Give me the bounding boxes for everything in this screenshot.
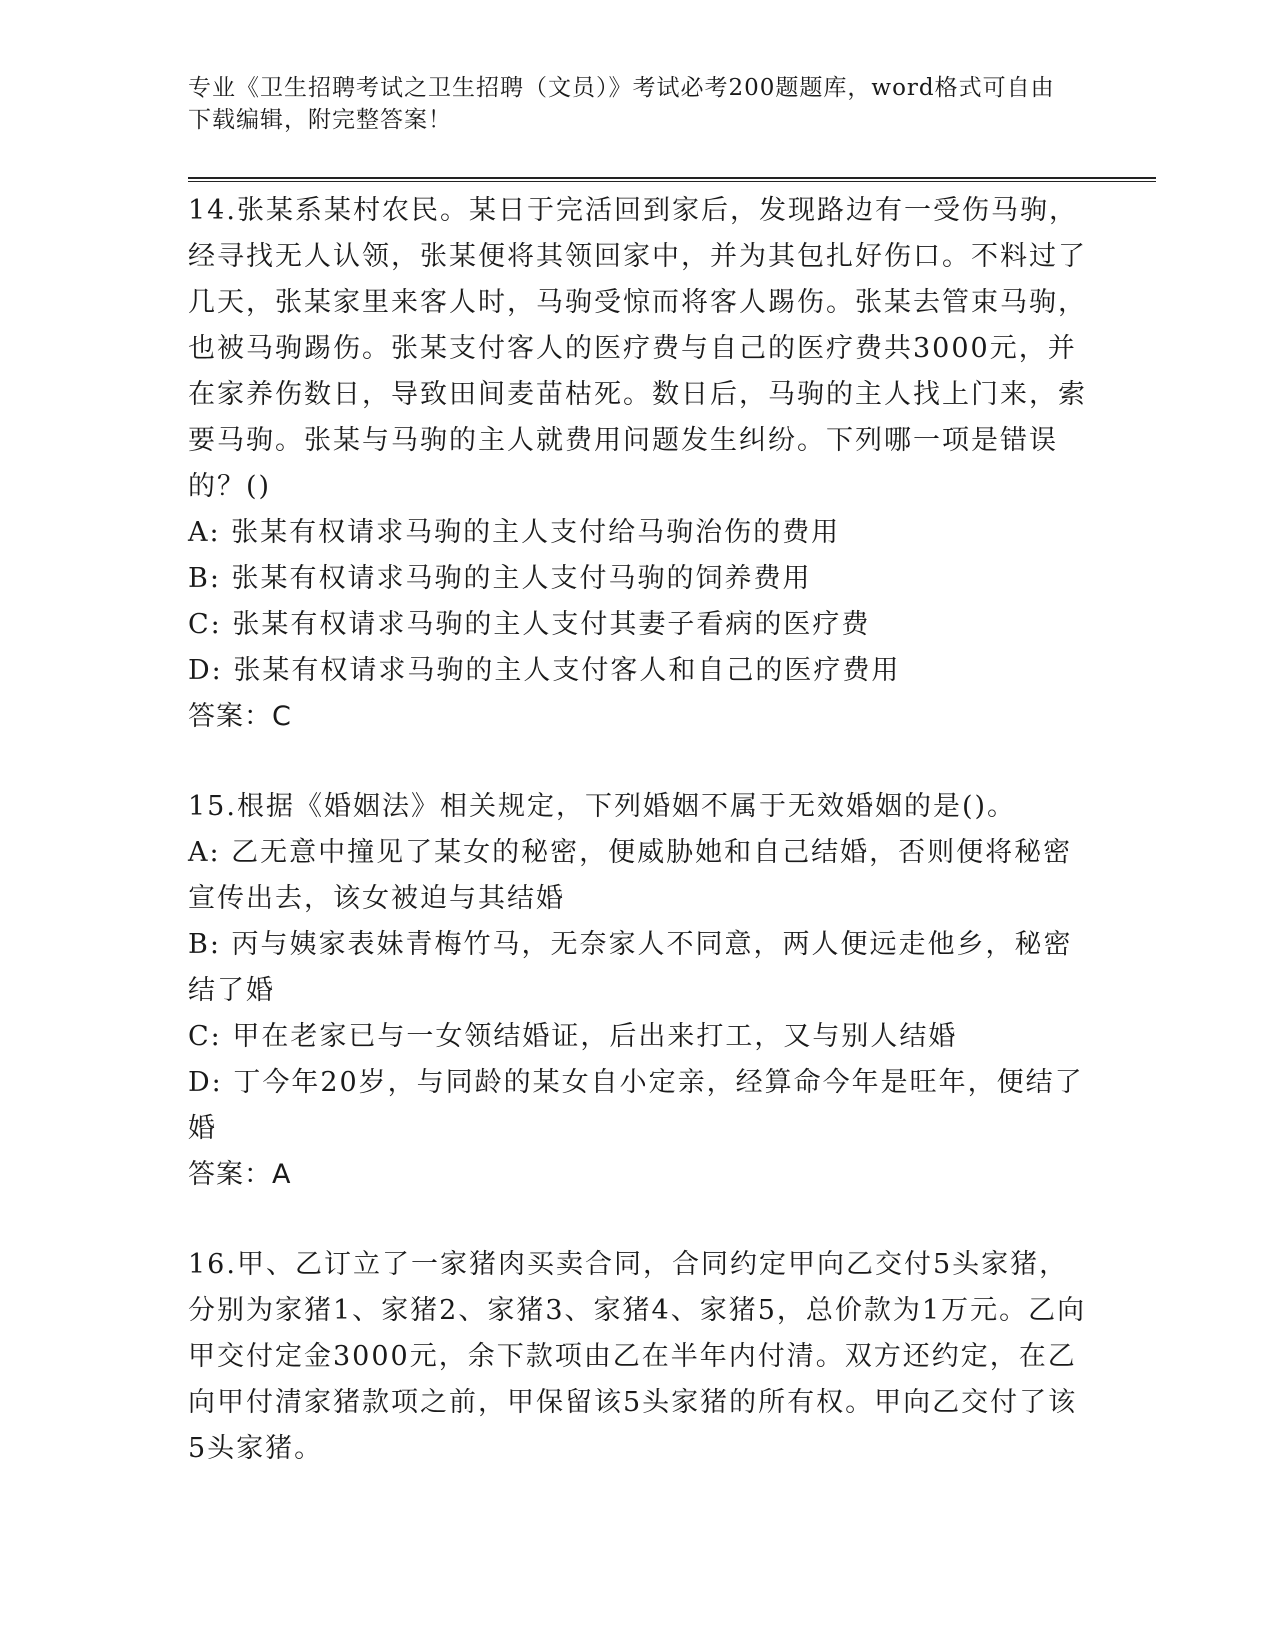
question-text: 15.根据《婚姻法》相关规定，下列婚姻不属于无效婚姻的是()。 (188, 791, 1017, 822)
document-header: 专业《卫生招聘考试之卫生招聘（文员）》考试必考200题题库，word格式可自由下载编辑，附完整答案！ (188, 75, 1055, 133)
question-text: 14.张某系某村农民。某日于完活回到家后，发现路边有一受伤马驹，经寻找无人认领，张某便将其领回家中，并为其包扎好伤口。不料过了几天，张某家里来客人时，马驹受惊而将客人踢伤。张某去管束马驹，也被马驹踢伤。张某支付客人的医疗费与自己的医疗费共3000元，并在家养伤数日，导致田间麦苗枯死。数日后，马驹的主人找上门来，索要马驹。张某与马驹的主人就费用问题发生纠纷。下列哪一项是错误的？() (188, 195, 1087, 502)
option-b: B: 丙与姨家表妹青梅竹马，无奈家人不同意，两人便远走他乡，秘密结了婚 (188, 929, 1073, 1006)
option-a: A: 张某有权请求马驹的主人支付给马驹治伤的费用 (188, 517, 841, 548)
question-15 (188, 784, 1088, 1198)
question-text: 16.甲、乙订立了一家猪肉买卖合同，合同约定甲向乙交付5头家猪，分别为家猪1、家猪2、家猪3、家猪4、家猪5，总价款为1万元。乙向甲交付定金3000元，余下款项由乙在半年内付清。双方还约定，在乙向甲付清家猪款项之前，甲保留该5头家猪的所有权。甲向乙交付了该5头家猪。 (188, 1249, 1087, 1464)
header-divider-thick (188, 177, 1156, 179)
question-14 (188, 188, 1088, 740)
answer-line: 答案：A (188, 1159, 292, 1190)
question-16 (188, 1242, 1088, 1472)
header-divider-thin (188, 181, 1156, 182)
option-c: C: 甲在老家已与一女领结婚证，后出来打工，又与别人结婚 (188, 1021, 958, 1052)
option-d: D: 张某有权请求马驹的主人支付客人和自己的医疗费用 (188, 655, 901, 686)
option-c: C: 张某有权请求马驹的主人支付其妻子看病的医疗费 (188, 609, 871, 640)
option-a: A: 乙无意中撞见了某女的秘密，便威胁她和自己结婚，否则便将秘密宣传出去，该女被迫与其结婚 (188, 837, 1073, 914)
answer-line: 答案：C (188, 701, 292, 732)
option-b: B: 张某有权请求马驹的主人支付马驹的饲养费用 (188, 563, 812, 594)
option-d: D: 丁今年20岁，与同龄的某女自小定亲，经算命今年是旺年，便结了婚 (188, 1067, 1084, 1144)
document-body (188, 188, 1088, 1516)
